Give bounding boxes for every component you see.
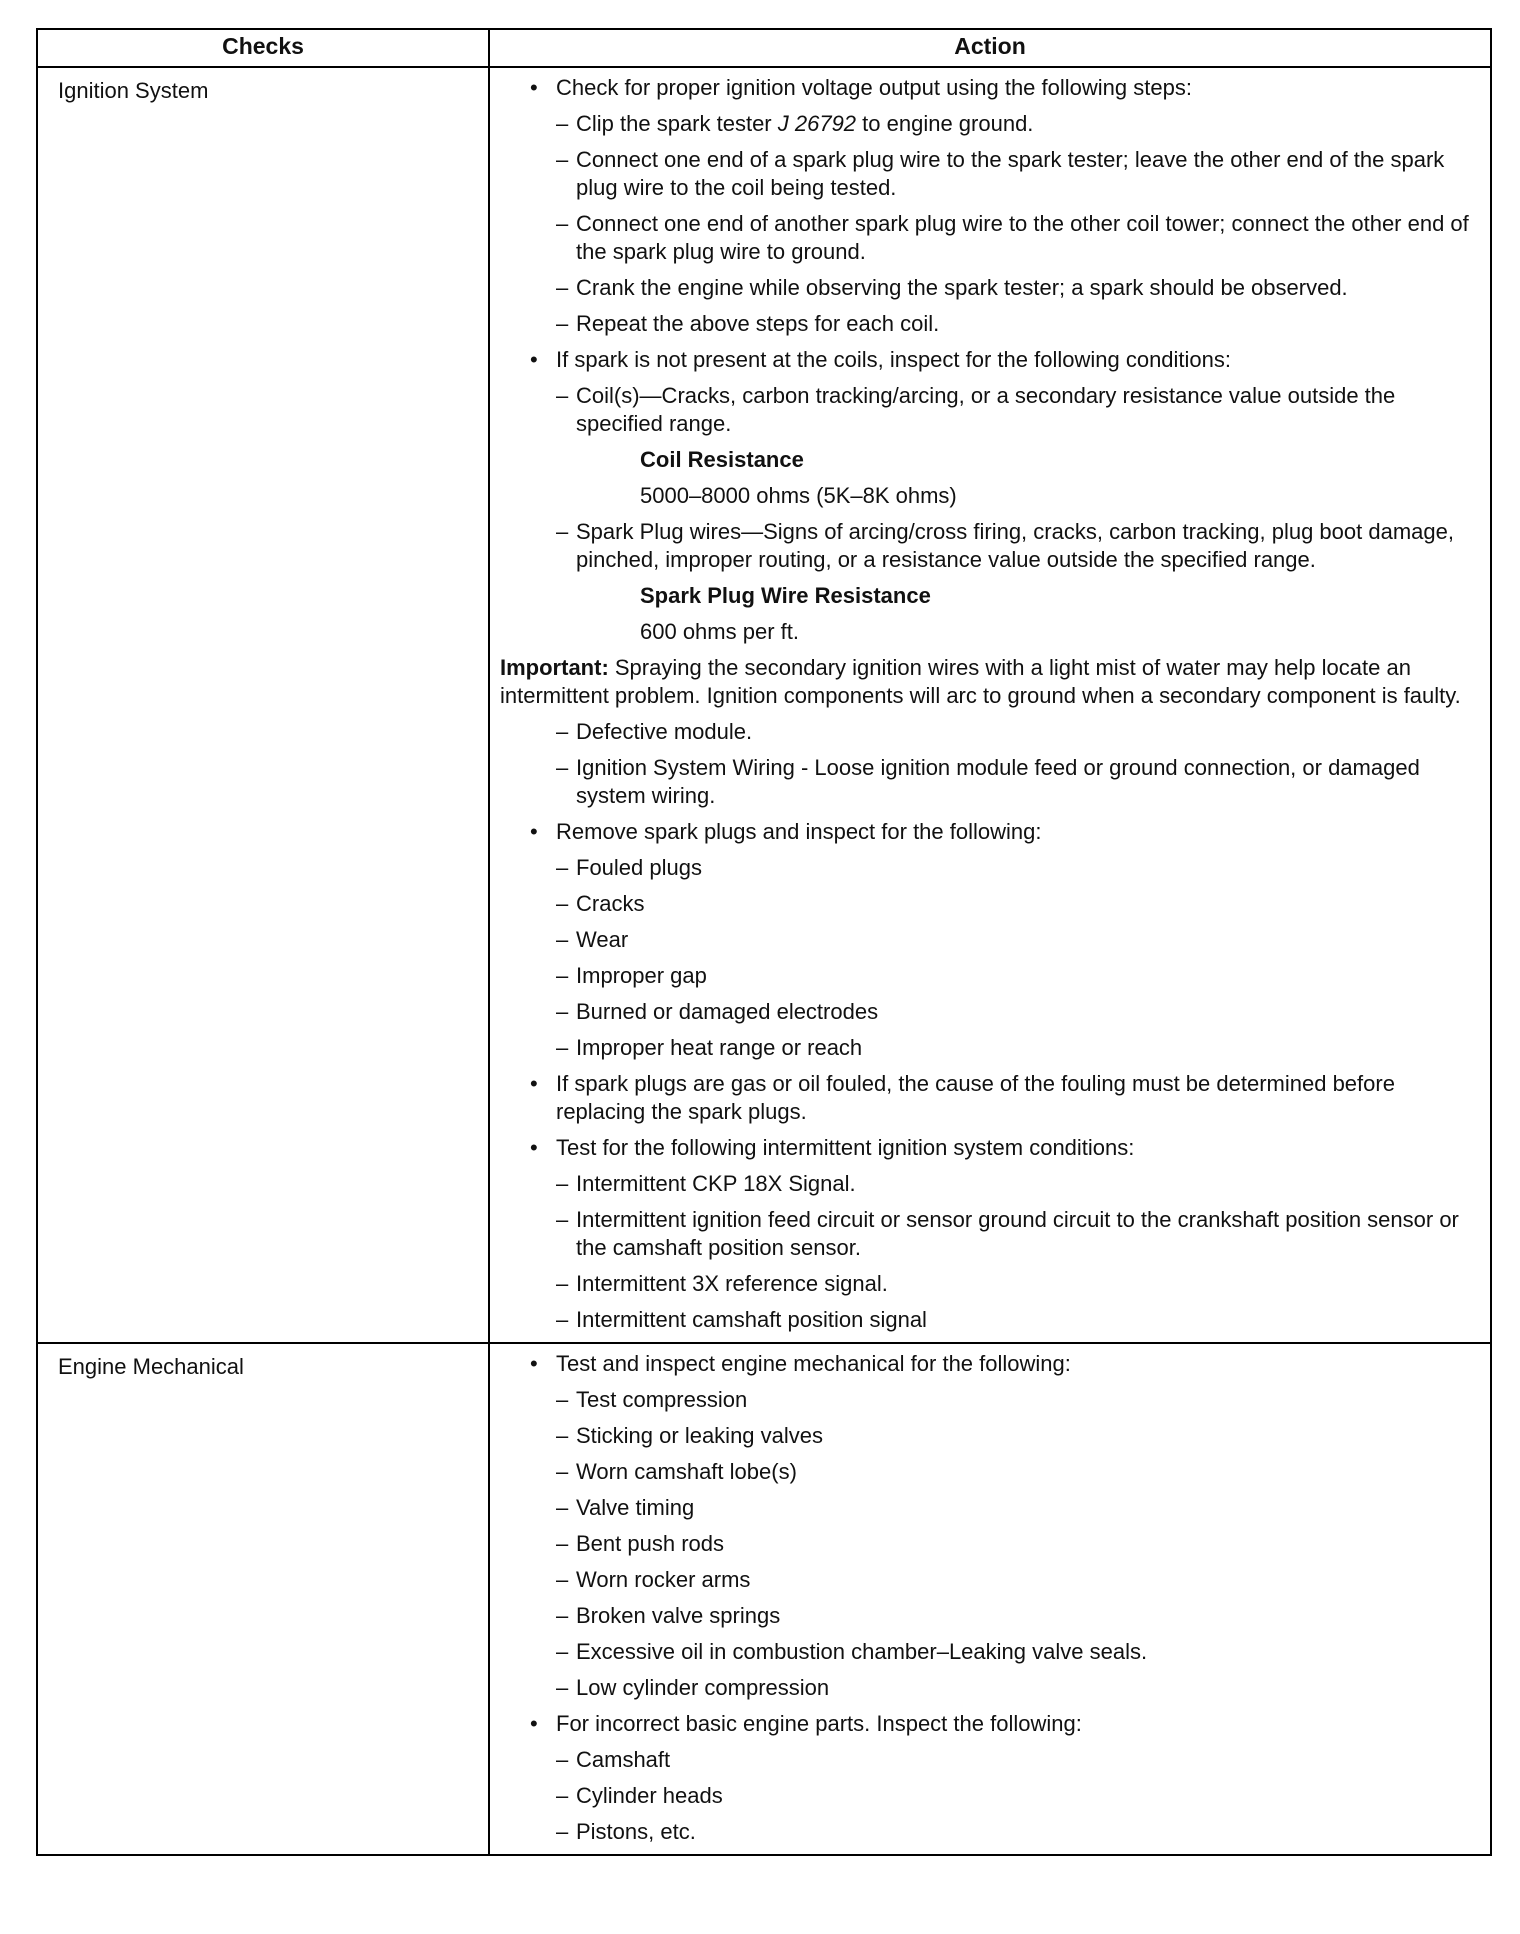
dash-mark: – [556, 1271, 569, 1296]
dash-item [556, 1034, 1470, 1062]
dash-mark: – [556, 719, 569, 744]
dash-text: Defective module. [576, 719, 753, 744]
dash-item [556, 1458, 1470, 1486]
bullet-item [522, 1350, 1470, 1378]
dash-item [556, 1530, 1470, 1558]
dash-item [556, 1386, 1470, 1414]
bullet-item [522, 1134, 1470, 1162]
spec-value-coil-resistance: 5000–8000 ohms (5K–8K ohms) [640, 483, 957, 508]
bullet-text: For incorrect basic engine parts. Inspect the following: [556, 1711, 1082, 1736]
dash-item [556, 518, 1470, 574]
bullet-mark: • [530, 1071, 538, 1096]
bullet-mark: • [530, 347, 538, 372]
dash-item [556, 926, 1470, 954]
dash-mark: – [556, 211, 569, 236]
dash-item [556, 962, 1470, 990]
diagnostic-table [36, 28, 1492, 1856]
dash-text: Intermittent ignition feed circuit or sensor ground circuit to the crankshaft position sensor or the camshaft position sensor. [576, 1207, 1459, 1260]
dash-item [556, 1818, 1470, 1846]
dash-text: Ignition System Wiring - Loose ignition module feed or ground connection, or damaged system wiring. [576, 755, 1420, 808]
dash-text: Cracks [576, 891, 645, 916]
bullet-item [522, 346, 1470, 374]
bullet-text: Test for the following intermittent ignition system conditions: [556, 1135, 1135, 1160]
dash-mark: – [556, 1603, 569, 1628]
dash-text: Wear [576, 927, 629, 952]
dash-text: Connect one end of a spark plug wire to the spark tester; leave the other end of the spark plug wire to the coil being tested. [576, 147, 1445, 200]
dash-item [556, 1206, 1470, 1262]
dash-item [556, 1674, 1470, 1702]
tool-number: J 26792 [777, 111, 857, 136]
dash-mark: – [556, 519, 569, 544]
dash-text: Fouled plugs [576, 855, 702, 880]
bullet-item [522, 818, 1470, 846]
bullet-mark: • [530, 819, 538, 844]
dash-mark: – [556, 147, 569, 172]
dash-mark: – [556, 1639, 569, 1664]
dash-mark: – [556, 891, 569, 916]
dash-item [556, 382, 1470, 438]
table-row-ignition-system [37, 67, 1491, 1343]
bullet-mark: • [530, 1351, 538, 1376]
dash-text: Improper heat range or reach [576, 1035, 863, 1060]
dash-mark: – [556, 311, 569, 336]
spec-value-wire-resistance: 600 ohms per ft. [640, 619, 799, 644]
bullet-text: Remove spark plugs and inspect for the following: [556, 819, 1042, 844]
dash-item [556, 998, 1470, 1026]
table-row-engine-mechanical [37, 1343, 1491, 1855]
dash-mark: – [556, 111, 569, 136]
dash-item [556, 1638, 1470, 1666]
bullet-mark: • [530, 1135, 538, 1160]
dash-item [556, 310, 1470, 338]
dash-mark: – [556, 1675, 569, 1700]
column-header-action: Action [489, 29, 1491, 67]
action-cell-engine-mechanical [489, 1343, 1491, 1855]
important-note [500, 654, 1470, 710]
dash-mark: – [556, 1819, 569, 1844]
dash-text: Coil(s)—Cracks, carbon tracking/arcing, or a secondary resistance value outside the specified range. [576, 383, 1396, 436]
dash-item [556, 1494, 1470, 1522]
dash-text: Improper gap [576, 963, 707, 988]
dash-mark: – [556, 963, 569, 988]
dash-text: Test compression [576, 1387, 748, 1412]
bullet-mark: • [530, 75, 538, 100]
dash-mark: – [556, 1423, 569, 1448]
dash-mark: – [556, 1495, 569, 1520]
bullet-text: If spark is not present at the coils, inspect for the following conditions: [556, 347, 1232, 372]
dash-mark: – [556, 855, 569, 880]
dash-text: Worn camshaft lobe(s) [576, 1459, 797, 1484]
dash-text: to engine ground. [856, 111, 1034, 136]
dash-text: Cylinder heads [576, 1783, 723, 1808]
dash-text: Intermittent CKP 18X Signal. [576, 1171, 856, 1196]
dash-text: Sticking or leaking valves [576, 1423, 824, 1448]
bullet-text: Test and inspect engine mechanical for the following: [556, 1351, 1071, 1376]
dash-item [556, 854, 1470, 882]
dash-mark: – [556, 999, 569, 1024]
dash-text: Clip the spark tester [576, 111, 778, 136]
dash-text: Excessive oil in combustion chamber–Leaking valve seals. [576, 1639, 1148, 1664]
dash-item [556, 1782, 1470, 1810]
dash-mark: – [556, 1747, 569, 1772]
dash-mark: – [556, 275, 569, 300]
dash-item [556, 1170, 1470, 1198]
dash-text: Bent push rods [576, 1531, 724, 1556]
dash-text: Camshaft [576, 1747, 671, 1772]
bullet-item [522, 1710, 1470, 1738]
dash-mark: – [556, 1035, 569, 1060]
dash-text: Crank the engine while observing the spark tester; a spark should be observed. [576, 275, 1348, 300]
dash-mark: – [556, 383, 569, 408]
dash-mark: – [556, 927, 569, 952]
dash-text: Intermittent 3X reference signal. [576, 1271, 888, 1296]
dash-item [556, 718, 1470, 746]
dash-item [556, 1746, 1470, 1774]
dash-item [556, 890, 1470, 918]
check-label-ignition-system: Ignition System [37, 67, 489, 1343]
dash-mark: – [556, 1567, 569, 1592]
action-cell-ignition-system [489, 67, 1491, 1343]
dash-text: Pistons, etc. [576, 1819, 696, 1844]
dash-item [556, 274, 1470, 302]
dash-item [556, 754, 1470, 810]
bullet-text: Check for proper ignition voltage output using the following steps: [556, 75, 1192, 100]
dash-mark: – [556, 1307, 569, 1332]
spec-title-coil-resistance: Coil Resistance [640, 447, 804, 472]
dash-text: Valve timing [576, 1495, 695, 1520]
bullet-mark: • [530, 1711, 538, 1736]
bullet-text: If spark plugs are gas or oil fouled, the cause of the fouling must be determined before replacing the spark plugs. [556, 1071, 1395, 1124]
dash-item [556, 1422, 1470, 1450]
spec-title-wire-resistance: Spark Plug Wire Resistance [640, 583, 931, 608]
dash-text: Worn rocker arms [576, 1567, 751, 1592]
dash-item [556, 1270, 1470, 1298]
dash-text: Burned or damaged electrodes [576, 999, 879, 1024]
dash-text: Low cylinder compression [576, 1675, 830, 1700]
important-label: Important: [500, 655, 609, 680]
dash-item [556, 146, 1470, 202]
dash-item [556, 1602, 1470, 1630]
dash-mark: – [556, 755, 569, 780]
bullet-item [522, 1070, 1470, 1126]
dash-mark: – [556, 1387, 569, 1412]
dash-text: Broken valve springs [576, 1603, 781, 1628]
dash-text: Repeat the above steps for each coil. [576, 311, 940, 336]
bullet-item [522, 74, 1470, 102]
dash-item [556, 1306, 1470, 1334]
column-header-checks: Checks [37, 29, 489, 67]
dash-text: Spark Plug wires—Signs of arcing/cross firing, cracks, carbon tracking, plug boot damage, pinched, improper routing, or a resistance value outside the specified range. [576, 519, 1454, 572]
document-page [36, 28, 1490, 1856]
dash-mark: – [556, 1459, 569, 1484]
dash-text: Connect one end of another spark plug wire to the other coil tower; connect the other end of the spark plug wire to ground. [576, 211, 1469, 264]
check-label-engine-mechanical: Engine Mechanical [37, 1343, 489, 1855]
dash-item [556, 210, 1470, 266]
table-header-row [37, 29, 1491, 67]
dash-item [556, 110, 1470, 138]
dash-mark: – [556, 1171, 569, 1196]
dash-text: Intermittent camshaft position signal [576, 1307, 927, 1332]
dash-mark: – [556, 1207, 569, 1232]
dash-mark: – [556, 1783, 569, 1808]
dash-mark: – [556, 1531, 569, 1556]
dash-item [556, 1566, 1470, 1594]
important-text: Spraying the secondary ignition wires with a light mist of water may help locate an intermittent problem. Ignition components will arc to ground when a secondary component is faulty. [500, 655, 1461, 708]
